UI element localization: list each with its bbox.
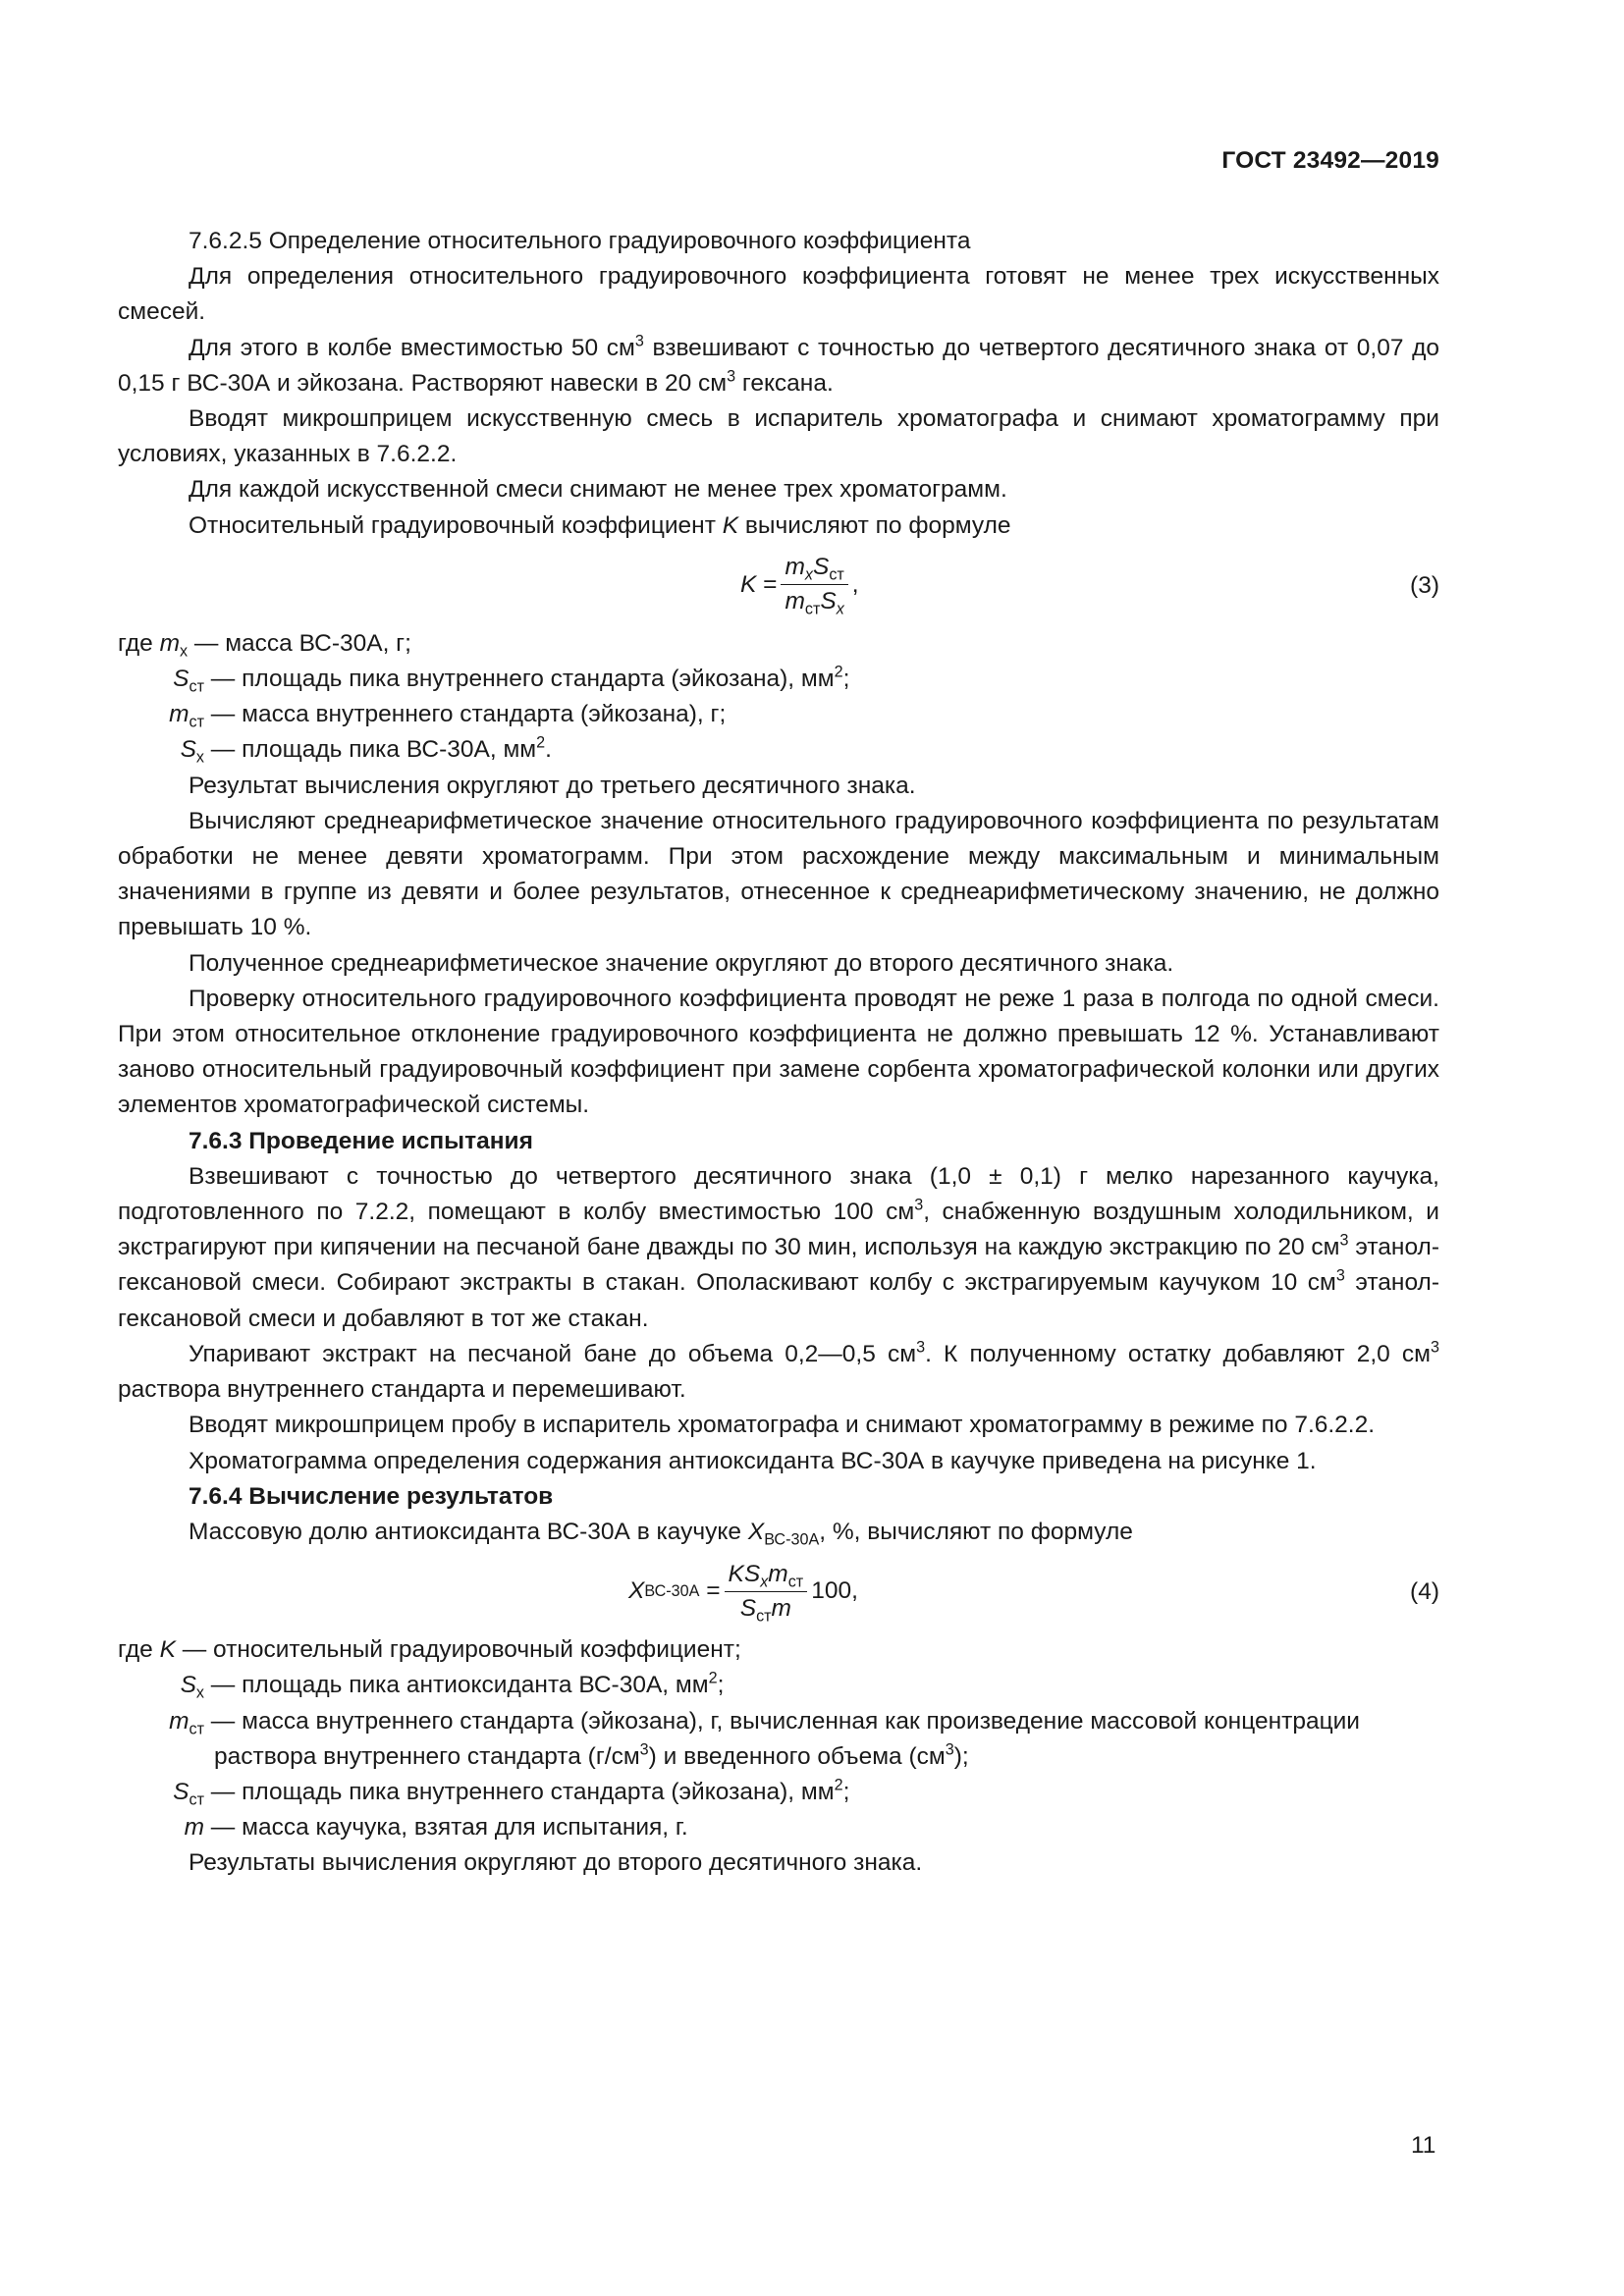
paragraph: Для определения относительного градуировочного коэффициента готовят не менее трех искусственных смесей.	[118, 263, 1439, 326]
paragraph: Полученное среднеарифметическое значение округляют до второго десятичного знака.	[189, 949, 1174, 977]
standard-header: ГОСТ 23492—2019	[1221, 147, 1439, 174]
page-content	[118, 224, 1439, 1882]
section-763-title: 7.6.3 Проведение испытания	[189, 1127, 533, 1154]
formula-4	[118, 1550, 1439, 1632]
legend-item: где K — относительный градуировочный коэффициент;	[118, 1636, 741, 1664]
legend-item: $m_{ст}$ — масса внутреннего стандарта (эйкозана), г, вычисленная как произведение массовой концентрации раствора внутреннего стандарта $(г/см^3)$ и введенного объема $(см^3)$;	[169, 1707, 1360, 1770]
formula-3-fraction: $\frac{m_xS_{ст}}{m_{ст}S_x}$	[781, 553, 847, 616]
paragraph: Результат вычисления округляют до третьего десятичного знака.	[189, 772, 916, 799]
formula-3-legend	[118, 626, 1439, 769]
legend-item: $S_{ст}$ — площадь пика внутреннего стандарта (эйкозана), $мм^2$;	[173, 663, 850, 696]
paragraph: Вычисляют среднеарифметическое значение относительного градуировочного коэффициента по результатам обработки не менее девяти хроматограмм. При этом расхождение между максимальным и минимальным значениями в группе из девяти и более результатов, отнесенное к среднеарифметическому значению, не должно превышать 10 %.	[118, 807, 1439, 941]
paragraph: Для этого в колбе вместимостью 50 $см^3$ взвешивают с точностью до четвертого десятичного знака от 0,07 до 0,15 г ВС-30А и эйкозана. Растворяют навески в 20 $см^3$ гексана.	[118, 331, 1440, 397]
paragraph: Упаривают экстракт на песчаной бане до объема 0,2—0,5 $см^3$. К полученному остатку добавляют 2,0 $см^3$ раствора внутреннего стандарта и перемешивают.	[118, 1338, 1439, 1404]
formula-4-number: (4)	[1410, 1578, 1439, 1606]
formula-3-number: (3)	[1410, 571, 1439, 599]
legend-item: $S_x$ — площадь пика ВС-30А, $мм^2$.	[180, 733, 552, 768]
formula-4-expression: X ВС-30А = $\frac{KS_xm_{ст}}{S_{ст}m}$ 100,	[628, 1560, 858, 1626]
paragraph: Результаты вычисления округляют до второго десятичного знака.	[189, 1849, 923, 1877]
paragraph: Вводят микрошприцем пробу в испаритель хроматографа и снимают хроматограмму в режиме по 7.6.2.2.	[189, 1412, 1376, 1439]
paragraph: Массовую долю антиоксиданта ВС-30А в каучуке $X_{ВС-30А}$, %, вычисляют по формуле	[189, 1518, 1133, 1549]
formula-4-fraction: $\frac{KS_xm_{ст}}{S_{ст}m}$	[725, 1560, 808, 1624]
legend-item: $S_{ст}$ — площадь пика внутреннего стандарта (эйкозана), $мм^2$;	[173, 1776, 850, 1809]
formula-3-expression: K = $\frac{m_xS_{ст}}{m_{ст}S_x}$ ,	[740, 554, 859, 618]
section-7625-title: 7.6.2.5 Определение относительного градуировочного коэффициента	[189, 228, 971, 254]
paragraph: Относительный градуировочный коэффициент K вычисляют по формуле	[189, 511, 1011, 539]
paragraph: Вводят микрошприцем искусственную смесь в испаритель хроматографа и снимают хроматограмму при условиях, указанных в 7.6.2.2.	[118, 405, 1439, 468]
paragraph: Для каждой искусственной смеси снимают не менее трех хроматограмм.	[189, 476, 1007, 504]
section-764-title: 7.6.4 Вычисление результатов	[189, 1482, 554, 1510]
paragraph: Взвешивают с точностью до четвертого десятичного знака (1,0 ± 0,1) г мелко нарезанного каучука, подготовленного по 7.2.2, помещают в колбу вместимостью 100 $см^3$, снабженную воздушным холодильником, и экстрагируют при кипячении на песчаной бане дважды по 30 мин, используя на каждую экстракцию по 20 $см^3$ этанол-гексановой смеси. Собирают экстракты в стакан. Ополаскивают колбу с экстрагируемым каучуком 10 $см^3$ этанол-гексановой смеси и добавляют в тот же стакан.	[118, 1162, 1439, 1332]
paragraph: Хроматограмма определения содержания антиоксиданта ВС-30А в каучуке приведена на рисунке 1.	[189, 1447, 1317, 1474]
legend-item: m — масса каучука, взятая для испытания, г.	[184, 1814, 688, 1842]
formula-4-legend	[118, 1632, 1439, 1845]
legend-item: где $m_x$ — масса ВС-30А, г;	[118, 629, 411, 661]
page-number: 11	[1411, 2132, 1436, 2159]
paragraph: Проверку относительного градуировочного коэффициента проводят не реже 1 раза в полгода по одной смеси. При этом относительное отклонение градуировочного коэффициента не должно превышать 12 %. Устанавливают заново относительный градуировочный коэффициент при замене сорбента хроматографической колонки или других элементов хроматографической системы.	[118, 985, 1439, 1119]
legend-item: $S_x$ — площадь пика антиоксиданта ВС-30А, $мм^2$;	[180, 1669, 725, 1702]
legend-item: $m_{ст}$ — масса внутреннего стандарта (эйкозана), г;	[169, 701, 727, 731]
formula-3	[118, 544, 1439, 626]
